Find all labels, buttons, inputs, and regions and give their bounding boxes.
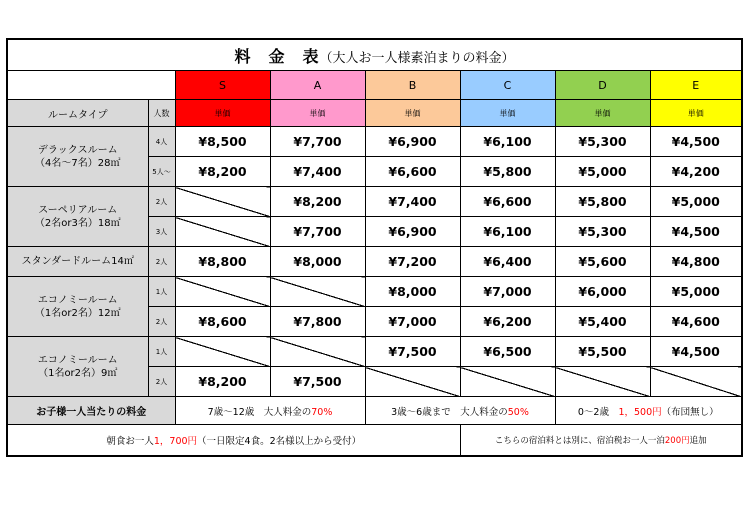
- price-value: ¥6,500: [483, 344, 532, 359]
- price-value: ¥5,800: [578, 194, 627, 209]
- header-blank: [7, 71, 175, 100]
- price-value: ¥8,200: [198, 164, 247, 179]
- child-price-label: お子様一人当たりの料金: [7, 397, 175, 425]
- price-cell: [650, 187, 742, 217]
- price-cell: [650, 127, 742, 157]
- price-cell: [270, 157, 365, 187]
- child-price-text-highlight: 70%: [311, 406, 333, 418]
- price-value: ¥5,600: [578, 254, 627, 269]
- price-cell: [460, 307, 555, 337]
- price-cell: [270, 127, 365, 157]
- price-cell: [650, 337, 742, 367]
- footer-row: [7, 425, 742, 457]
- price-cell: [555, 127, 650, 157]
- room-type-name: エコノミールーム （1名or2名）12㎡: [7, 277, 148, 337]
- price-table: [6, 38, 743, 457]
- person-count: 2人: [148, 307, 175, 337]
- child-price-text-highlight: 1，500円: [618, 406, 662, 418]
- price-value: ¥8,500: [198, 134, 247, 149]
- price-cell: [555, 307, 650, 337]
- rank-header-e: E: [650, 71, 742, 100]
- price-value: ¥6,900: [388, 224, 437, 239]
- price-value: ¥6,200: [483, 314, 532, 329]
- rank-header-d: D: [555, 71, 650, 100]
- price-cell: [555, 217, 650, 247]
- unit-label: 単価: [365, 100, 460, 127]
- unavailable-cell: [175, 337, 270, 367]
- price-value: ¥4,200: [671, 164, 720, 179]
- child-price-item: [175, 397, 365, 425]
- price-value: ¥5,000: [578, 164, 627, 179]
- price-value: ¥4,800: [671, 254, 720, 269]
- unavailable-cell: [175, 277, 270, 307]
- unavailable-cell: [175, 217, 270, 247]
- price-cell: [365, 157, 460, 187]
- title-sub: （大人お一人様素泊まりの料金）: [319, 50, 515, 66]
- person-count: 4人: [148, 127, 175, 157]
- price-value: ¥7,400: [388, 194, 437, 209]
- unavailable-cell: [365, 367, 460, 397]
- breakfast-text: 朝食お一人1，700円（一日限定4食。2名様以上から受付）: [106, 436, 362, 447]
- price-cell: [365, 247, 460, 277]
- price-cell: [365, 187, 460, 217]
- child-price-item: [555, 397, 742, 425]
- tax-text: こちらの宿泊料とは別に、宿泊税お一人一泊200円追加: [494, 436, 707, 446]
- price-value: ¥8,200: [293, 194, 342, 209]
- person-count: 2人: [148, 247, 175, 277]
- person-count: 5人～: [148, 157, 175, 187]
- price-value: ¥5,500: [578, 344, 627, 359]
- tax-text-highlight: 200円: [664, 436, 690, 446]
- table-row: [7, 127, 742, 157]
- unavailable-cell: [270, 277, 365, 307]
- price-cell: [650, 307, 742, 337]
- price-value: ¥6,600: [483, 194, 532, 209]
- price-value: ¥6,400: [483, 254, 532, 269]
- person-count: 2人: [148, 187, 175, 217]
- person-count: 2人: [148, 367, 175, 397]
- table-row: [7, 247, 742, 277]
- price-value: ¥6,600: [388, 164, 437, 179]
- person-count: 1人: [148, 277, 175, 307]
- room-type-name: エコノミールーム （1名or2名）9㎡: [7, 337, 148, 397]
- price-cell: [270, 307, 365, 337]
- child-price-text: 7歳～12歳 大人料金の70%: [207, 406, 333, 418]
- price-value: ¥5,000: [671, 194, 720, 209]
- price-cell: [555, 187, 650, 217]
- price-cell: [365, 127, 460, 157]
- room-type-name: デラックスルーム （4名～7名）28㎡: [7, 127, 148, 187]
- price-value: ¥7,000: [388, 314, 437, 329]
- unavailable-cell: [270, 337, 365, 367]
- price-cell: [175, 157, 270, 187]
- price-cell: [175, 127, 270, 157]
- table-row: [7, 277, 742, 307]
- price-value: ¥5,300: [578, 134, 627, 149]
- unit-label: 単価: [650, 100, 742, 127]
- table-row: [7, 337, 742, 367]
- price-cell: [270, 187, 365, 217]
- price-cell: [270, 367, 365, 397]
- room-type-header: ルームタイプ: [7, 100, 148, 127]
- price-value: ¥6,000: [578, 284, 627, 299]
- room-type-name: スタンダードルーム14㎡: [7, 247, 148, 277]
- price-value: ¥8,800: [198, 254, 247, 269]
- person-count: 1人: [148, 337, 175, 367]
- price-value: ¥7,400: [293, 164, 342, 179]
- price-value: ¥4,500: [671, 134, 720, 149]
- price-value: ¥8,600: [198, 314, 247, 329]
- unavailable-cell: [555, 367, 650, 397]
- child-price-text: 0～2歳 1，500円（布団無し）: [577, 406, 719, 418]
- child-price-row: [7, 397, 742, 425]
- price-value: ¥4,500: [671, 224, 720, 239]
- price-cell: [175, 307, 270, 337]
- price-cell: [460, 157, 555, 187]
- price-cell: [460, 127, 555, 157]
- price-cell: [365, 337, 460, 367]
- price-cell: [555, 277, 650, 307]
- price-value: ¥5,000: [671, 284, 720, 299]
- price-value: ¥7,800: [293, 314, 342, 329]
- unavailable-cell: [460, 367, 555, 397]
- price-value: ¥8,000: [293, 254, 342, 269]
- price-value: ¥6,100: [483, 224, 532, 239]
- unit-label: 単価: [460, 100, 555, 127]
- unit-label: 単価: [270, 100, 365, 127]
- child-price-text: 3歳～6歳まで 大人料金の50%: [391, 406, 529, 418]
- price-cell: [365, 277, 460, 307]
- price-value: ¥7,500: [388, 344, 437, 359]
- breakfast-text-highlight: 1，700円: [153, 436, 198, 447]
- price-value: ¥7,200: [388, 254, 437, 269]
- persons-header: 人数: [148, 100, 175, 127]
- price-cell: [270, 247, 365, 277]
- price-cell: [175, 367, 270, 397]
- unit-label: 単価: [555, 100, 650, 127]
- price-cell: [555, 247, 650, 277]
- price-value: ¥8,000: [388, 284, 437, 299]
- person-count: 3人: [148, 217, 175, 247]
- price-value: ¥6,100: [483, 134, 532, 149]
- price-value: ¥6,900: [388, 134, 437, 149]
- child-price-text-highlight: 50%: [507, 406, 529, 418]
- price-value: ¥5,300: [578, 224, 627, 239]
- title-main: 料 金 表: [234, 46, 320, 66]
- price-value: ¥7,000: [483, 284, 532, 299]
- child-price-item: [365, 397, 555, 425]
- price-cell: [555, 337, 650, 367]
- price-cell: [650, 217, 742, 247]
- price-value: ¥7,500: [293, 374, 342, 389]
- rank-header-s: S: [175, 71, 270, 100]
- unavailable-cell: [175, 187, 270, 217]
- price-cell: [365, 307, 460, 337]
- breakfast-note: [7, 425, 460, 457]
- price-cell: [650, 247, 742, 277]
- price-cell: [460, 277, 555, 307]
- price-cell: [270, 217, 365, 247]
- price-cell: [175, 247, 270, 277]
- price-cell: [460, 247, 555, 277]
- table-row: [7, 187, 742, 217]
- price-cell: [460, 337, 555, 367]
- price-cell: [650, 277, 742, 307]
- tax-note: [460, 425, 742, 457]
- price-cell: [555, 157, 650, 187]
- rank-header-c: C: [460, 71, 555, 100]
- price-value: ¥4,600: [671, 314, 720, 329]
- price-cell: [650, 157, 742, 187]
- rank-header-a: A: [270, 71, 365, 100]
- price-value: ¥8,200: [198, 374, 247, 389]
- price-value: ¥7,700: [293, 224, 342, 239]
- price-value: ¥4,500: [671, 344, 720, 359]
- price-cell: [460, 187, 555, 217]
- room-type-name: スーペリアルーム （2名or3名）18㎡: [7, 187, 148, 247]
- unit-label: 単価: [175, 100, 270, 127]
- price-cell: [460, 217, 555, 247]
- price-value: ¥7,700: [293, 134, 342, 149]
- price-cell: [365, 217, 460, 247]
- price-value: ¥5,800: [483, 164, 532, 179]
- unavailable-cell: [650, 367, 742, 397]
- price-value: ¥5,400: [578, 314, 627, 329]
- table-title: [7, 39, 742, 71]
- rank-header-b: B: [365, 71, 460, 100]
